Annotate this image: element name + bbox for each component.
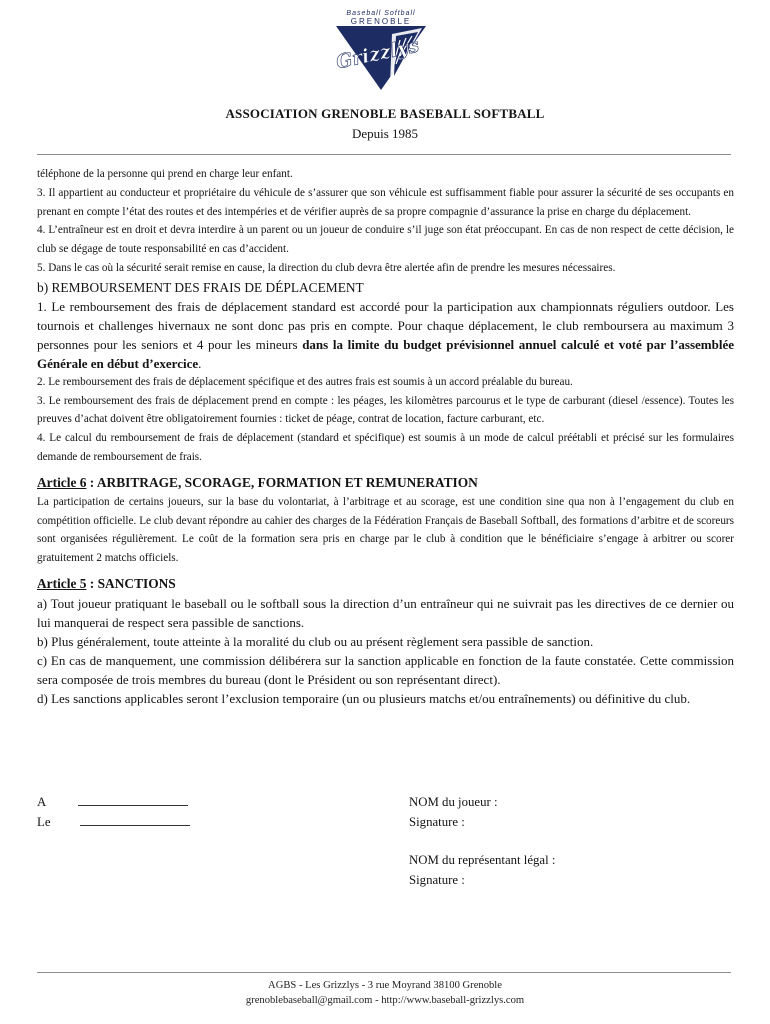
- guardian-signature-label: Signature :: [409, 873, 465, 887]
- article-6-text: La participation de certains joueurs, sur la base du volontariat, à l’arbitrage et au scorage, est une condition sine qua non à l’engagement du club en compétition officielle. Le club devant répondre au cahier des charges de la Fédération Français de Baseball Softball, des formations d’arbitre et de scoreurs sont organisées régulièrement. Le coût de la formation sera pris en charge par le club à condition que le bénéficiaire s’engage à arbitrer ou scorer gratuitement 2 matchs officiels.: [37, 495, 734, 565]
- grizzlys-logo: [322, 6, 440, 92]
- text-run: .: [198, 355, 202, 371]
- article-title: : ARBITRAGE, SCORAGE, FORMATION ET REMUNERATION: [86, 474, 478, 490]
- guardian-name-label: NOM du représentant légal :: [409, 853, 556, 867]
- player-name-label: NOM du joueur :: [409, 795, 498, 809]
- date-label: Le: [37, 815, 51, 829]
- intro-paragraph: 5. Dans le cas où la sécurité serait remise en cause, la direction du club devra être alertée afin de prendre les mesures nécessaires.: [37, 261, 616, 274]
- sanction-item: c) En cas de manquement, une commission délibérera sur la sanction applicable en fonction de la faute constatée. Cette commission sera composée de trois membres du bureau (dont le Président ou son représentant direct).: [37, 652, 734, 687]
- header-divider: [37, 154, 731, 155]
- place-label: A: [37, 795, 47, 809]
- intro-paragraph: téléphone de la personne qui prend en charge leur enfant.: [37, 168, 293, 180]
- logo-top-text: Baseball Softball: [346, 10, 416, 17]
- org-subtitle: Depuis 1985: [351, 126, 419, 141]
- date-line: [37, 813, 190, 832]
- section-b-paragraph: [37, 297, 734, 373]
- text-run: 1. Le remboursement des frais de déplacement standard est accordé pour la participation aux championnats réguliers outdoor. Les tournois et challenges hivernaux ne sont donc pas pris en compte. Pour chaque déplacement, le club remboursera au maximum 3 personnes pour les seniors et 4 pour les mineurs: [37, 298, 734, 352]
- article-label: Article 5: [37, 575, 87, 591]
- place-field[interactable]: [78, 793, 188, 806]
- footer-address: AGBS - Les Grizzlys - 3 rue Moyrand 38100 Grenoble: [268, 980, 502, 991]
- bold-text-run: dans la limite du budget prévisionnel annuel calculé et voté par l’assemblée Générale en début d’exercice: [37, 336, 734, 371]
- article-6-heading: [37, 473, 734, 493]
- section-b-paragraph: 2. Le remboursement des frais de déplacement spécifique et des autres frais est soumis à un accord préalable du bureau.: [37, 375, 573, 388]
- article-5-heading: [37, 574, 734, 594]
- date-field[interactable]: [80, 813, 190, 826]
- document-body: [37, 165, 734, 708]
- article-label: Article 6: [37, 474, 87, 490]
- intro-paragraph: 3. Il appartient au conducteur et propriétaire du véhicule de s’assurer que son véhicule est suffisamment fiable pour assurer la sécurité de ses occupants en prenant en compte l’état des routes et des intempéries et de vérifier auprès de sa propre compagnie d’assurance la prise en charge du déplacement.: [37, 186, 734, 218]
- sanction-item: a) Tout joueur pratiquant le baseball ou le softball sous la direction d’un entraîneur qui ne suivrait pas les directives de ce dernier ou lui manquerai de respect sera passible de sanctions.: [37, 595, 734, 630]
- sanction-item: b) Plus généralement, toute atteinte à la moralité du club ou au présent règlement sera passible de sanction.: [37, 633, 594, 649]
- article-title: : SANCTIONS: [86, 575, 176, 591]
- place-line: [37, 793, 188, 812]
- intro-paragraph: 4. L’entraîneur est en droit et devra interdire à un parent ou un joueur de conduire s’il juge son état préoccupant. En cas de non respect de cette décision, le club se dégage de toute responsabilité en cas d’accident.: [37, 224, 734, 256]
- section-b-paragraph: 3. Le remboursement des frais de déplacement prend en compte : les péages, les kilomètres parcourus et le type de carburant (diesel /essence). Toutes les preuves d’achat doivent être obligatoirement fournies : ticket de péage, contrat de location, facture carburant, etc.: [37, 394, 734, 426]
- section-b-heading: b) REMBOURSEMENT DES FRAIS DE DÉPLACEMENT: [37, 279, 364, 295]
- logo-city: GRENOBLE: [350, 17, 412, 26]
- sanction-item: d) Les sanctions applicables seront l’exclusion temporaire (un ou plusieurs matchs et/ou entraînements) ou définitive du club.: [37, 690, 691, 706]
- section-b-paragraph: 4. Le calcul du remboursement de frais de déplacement (standard et spécifique) est soumis à un mode de calcul préétabli et précisé sur les formulaires demande de remboursement de frais.: [37, 432, 734, 463]
- logo-team: Grizzlys: [334, 34, 421, 74]
- org-title: ASSOCIATION GRENOBLE BASEBALL SOFTBALL: [225, 106, 545, 121]
- footer-contact: grenoblebaseball@gmail.com - http://www.baseball-grizzlys.com: [245, 995, 525, 1006]
- footer-divider: [37, 972, 731, 973]
- player-signature-label: Signature :: [409, 815, 465, 829]
